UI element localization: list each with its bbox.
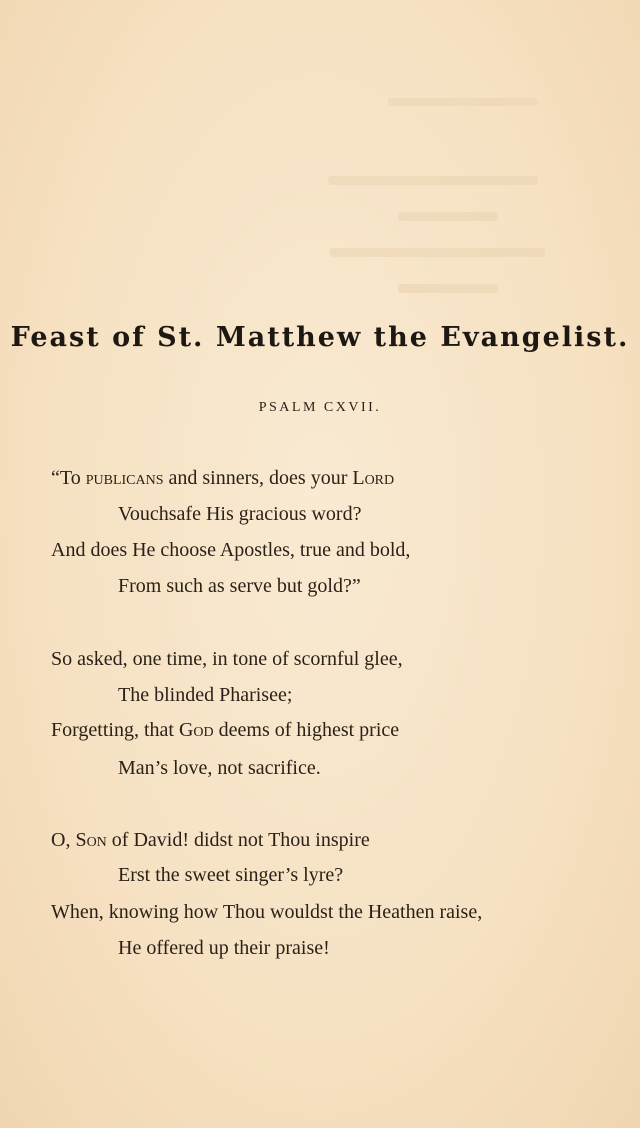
verse-line: Forgetting, that God deems of highest price <box>51 719 400 741</box>
page-title: Feast of St. Matthew the Evangelist. <box>10 322 630 353</box>
verse-line: He offered up their praise! <box>118 937 330 959</box>
verse-line: O, Son of David! didst not Thou inspire <box>51 829 370 851</box>
verse-line: Erst the sweet singer’s lyre? <box>118 864 344 886</box>
verse-line: Man’s love, not sacrifice. <box>118 757 321 779</box>
verse-line: So asked, one time, in tone of scornful glee, <box>51 648 403 670</box>
verse-line: When, knowing how Thou wouldst the Heathen raise, <box>51 901 483 923</box>
verse-line: Vouchsafe His gracious word? <box>118 503 362 525</box>
verse-line: “To publicans and sinners, does your Lord <box>51 467 395 489</box>
verse-line: The blinded Pharisee; <box>118 684 293 706</box>
verse-line: From such as serve but gold?” <box>118 575 361 597</box>
psalm-reference: PSALM CXVII. <box>258 400 382 415</box>
verse-line: And does He choose Apostles, true and bold, <box>51 539 411 561</box>
